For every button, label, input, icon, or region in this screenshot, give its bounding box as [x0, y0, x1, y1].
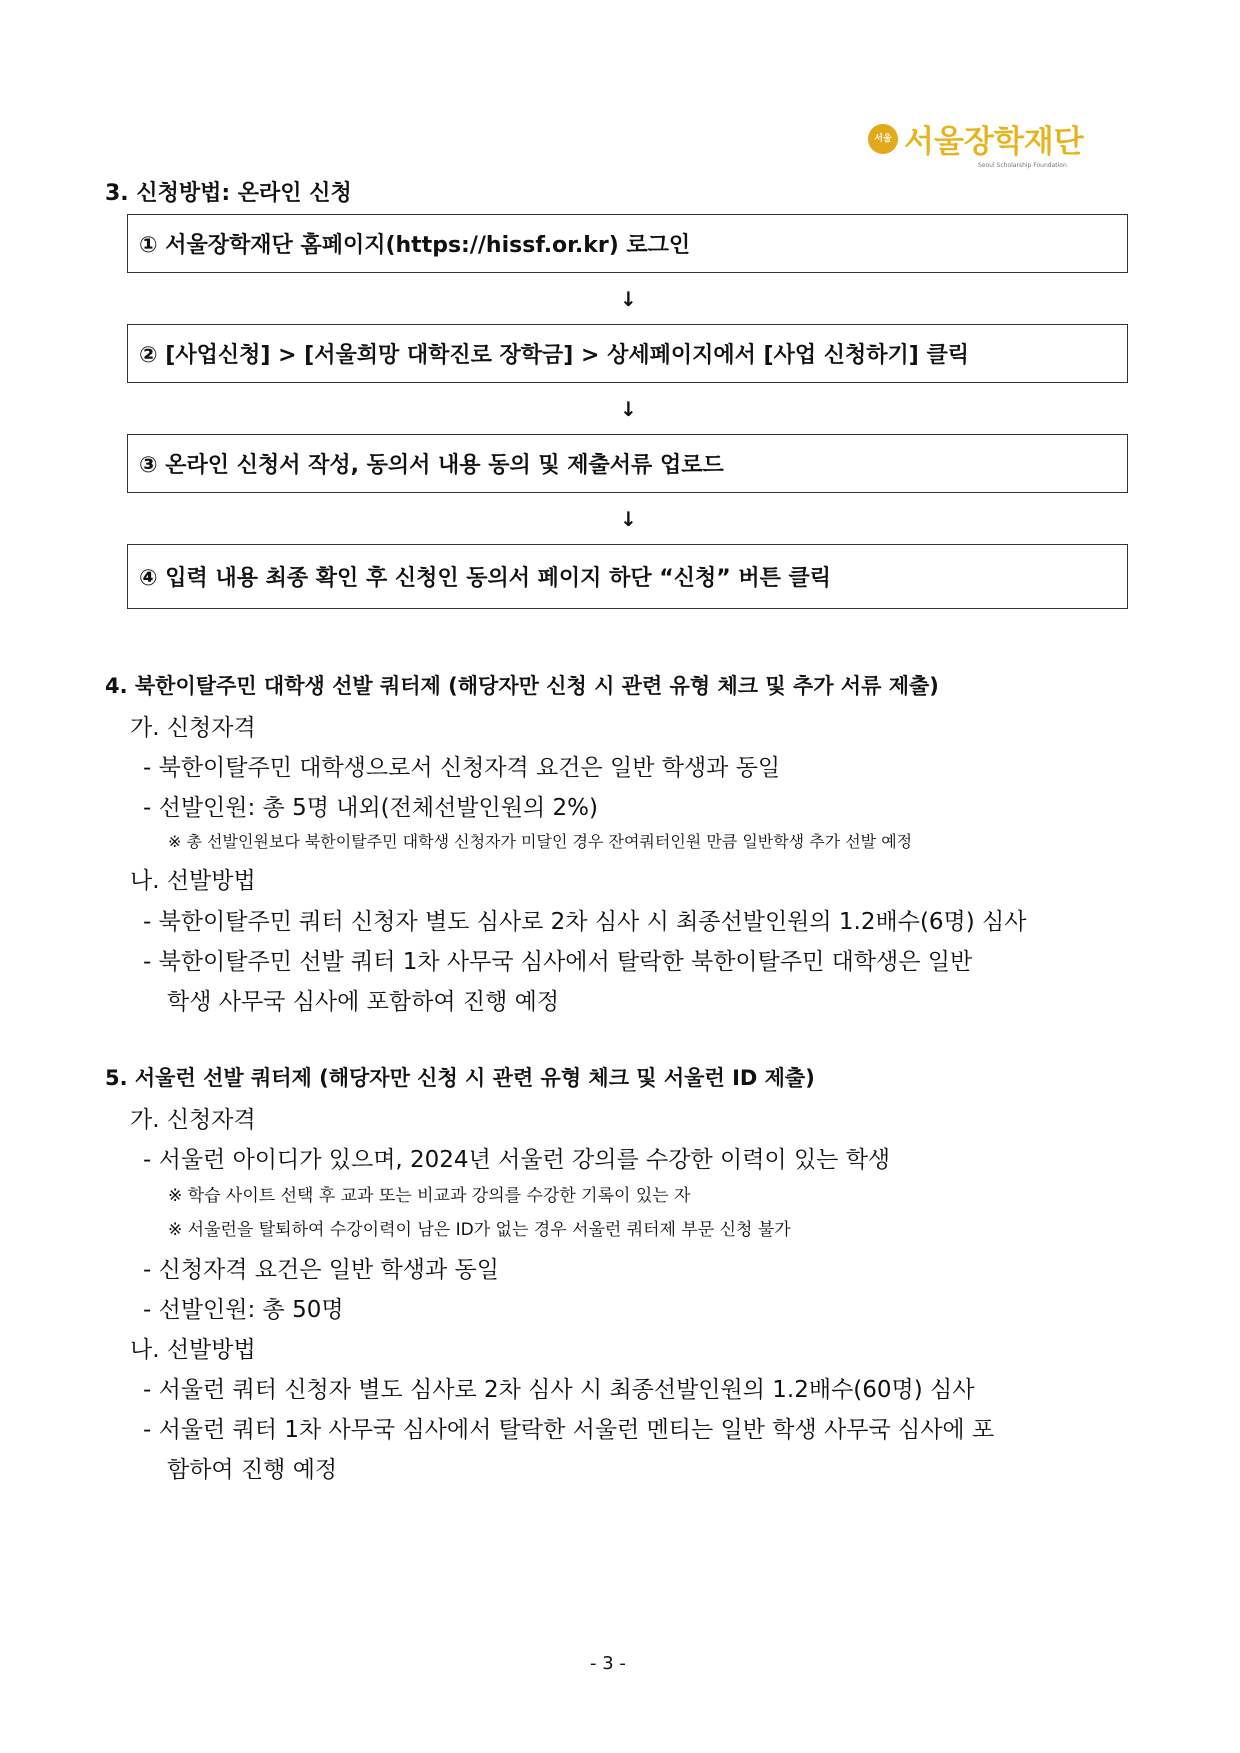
- section4-heading: 4. 북한이탈주민 대학생 선발 쿼터제 (해당자만 신청 시 관련 유형 체크 및 추가 서류 제출): [105, 674, 939, 698]
- list-item: - 북한이탈주민 선발 쿼터 1차 사무국 심사에서 탈락한 북한이탈주민 대학생은 일반: [143, 949, 973, 975]
- down-arrow-icon: ↓: [620, 397, 637, 421]
- logo-subtitle: Seoul Scholarship Foundation: [978, 162, 1067, 169]
- section4-sub-b: 나. 선발방법: [130, 868, 256, 894]
- note-item: ※ 학습 사이트 선택 후 교과 또는 비교과 강의를 수강한 기록이 있는 자: [168, 1186, 691, 1206]
- step-box-4: [127, 544, 1128, 609]
- foundation-logo: [868, 122, 1108, 178]
- step-box-1: [127, 214, 1128, 273]
- page-number: - 3 -: [590, 1653, 626, 1674]
- section5-heading: 5. 서울런 선발 쿼터제 (해당자만 신청 시 관련 유형 체크 및 서울런 ID 제출): [105, 1066, 815, 1090]
- section5-sub-b: 나. 선발방법: [130, 1337, 256, 1363]
- section5-sub-a: 가. 신청자격: [130, 1107, 256, 1133]
- list-item: - 서울런 쿼터 신청자 별도 심사로 2차 심사 시 최종선발인원의 1.2배수(60명) 심사: [143, 1377, 975, 1403]
- list-item: - 신청자격 요건은 일반 학생과 동일: [143, 1257, 499, 1283]
- list-item: - 서울런 쿼터 1차 사무국 심사에서 탈락한 서울런 멘티는 일반 학생 사무국 심사에 포: [143, 1417, 995, 1443]
- list-item-continuation: 함하여 진행 예정: [167, 1457, 338, 1483]
- section3-heading: 3. 신청방법: 온라인 신청: [105, 181, 352, 206]
- step-text-4: ④ 입력 내용 최종 확인 후 신청인 동의서 페이지 하단 “신청” 버튼 클릭: [139, 566, 832, 591]
- list-item: - 서울런 아이디가 있으며, 2024년 서울런 강의를 수강한 이력이 있는 학생: [143, 1147, 891, 1173]
- down-arrow-icon: ↓: [620, 287, 637, 311]
- step-text-1: ① 서울장학재단 홈페이지(https://hissf.or.kr) 로그인: [139, 233, 691, 258]
- logo-name: 서울장학재단: [904, 124, 1084, 160]
- list-item: - 북한이탈주민 쿼터 신청자 별도 심사로 2차 심사 시 최종선발인원의 1.2배수(6명) 심사: [143, 909, 1027, 935]
- logo-seal-icon: 서울: [868, 124, 898, 154]
- list-item: - 북한이탈주민 대학생으로서 신청자격 요건은 일반 학생과 동일: [143, 755, 781, 781]
- step-text-2: ② [사업신청] > [서울희망 대학진로 장학금] > 상세페이지에서 [사업 신청하기] 클릭: [139, 343, 969, 368]
- section4-sub-a: 가. 신청자격: [130, 715, 256, 741]
- step-box-3: [127, 434, 1128, 493]
- step-box-2: [127, 324, 1128, 383]
- step-text-3: ③ 온라인 신청서 작성, 동의서 내용 동의 및 제출서류 업로드: [139, 453, 724, 478]
- note-item: ※ 서울런을 탈퇴하여 수강이력이 남은 ID가 없는 경우 서울런 쿼터제 부문 신청 불가: [168, 1220, 791, 1240]
- list-item-continuation: 학생 사무국 심사에 포함하여 진행 예정: [167, 989, 560, 1015]
- down-arrow-icon: ↓: [620, 507, 637, 531]
- note-item: ※ 총 선발인원보다 북한이탈주민 대학생 신청자가 미달인 경우 잔여쿼터인원 만큼 일반학생 추가 선발 예정: [168, 832, 913, 851]
- list-item: - 선발인원: 총 5명 내외(전체선발인원의 2%): [143, 795, 598, 821]
- list-item: - 선발인원: 총 50명: [143, 1297, 344, 1323]
